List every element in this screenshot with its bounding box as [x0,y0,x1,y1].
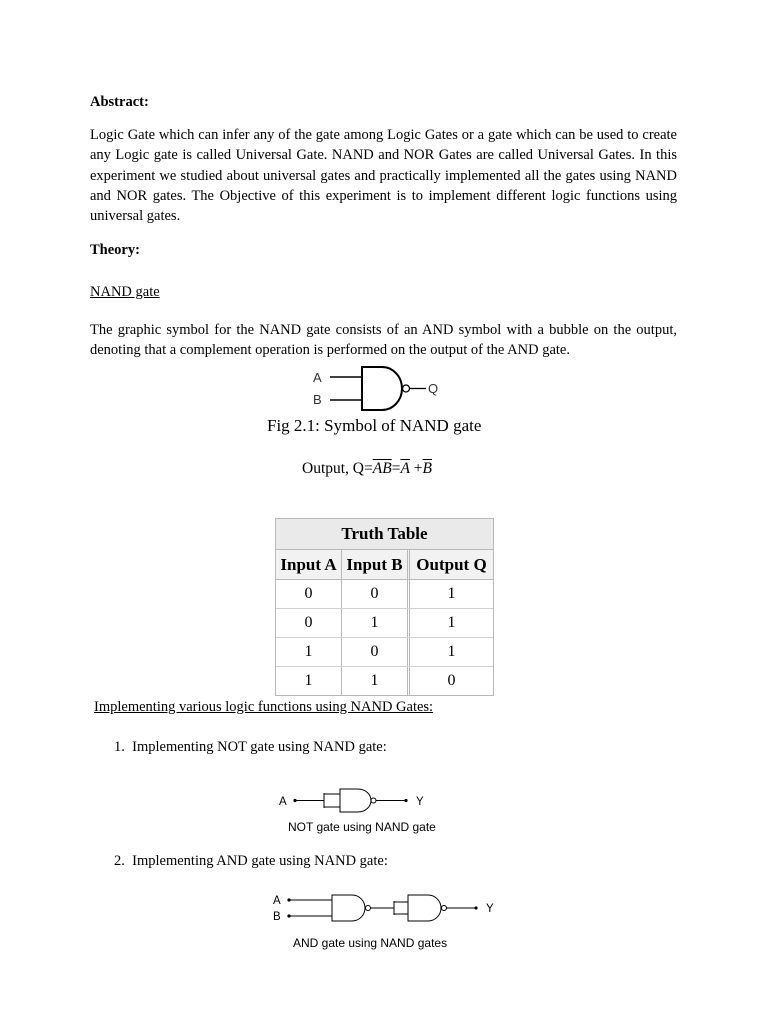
table-cell: 1 [342,609,410,637]
list-item-text: Implementing NOT gate using NAND gate: [132,739,387,755]
output-formula [302,460,432,478]
and-input-b-label: B [273,911,281,923]
theory-heading: Theory: [90,242,140,258]
nand-gate-symbol [310,364,450,414]
truth-table [275,518,494,696]
table-cell: 0 [447,672,456,689]
truth-table-header-row [276,550,493,580]
not-input-a-label: A [279,796,287,808]
table-cell: 1 [276,638,342,666]
formula-term-ab: $\overline{AB}$ [372,460,392,477]
and-output-y-label: Y [486,903,494,915]
not-gate-diagram [276,786,446,838]
formula-plus: + [409,460,423,477]
table-row [276,666,493,695]
truth-table-title: Truth Table [276,519,493,550]
nand-gate-subheading: NAND gate [90,284,160,300]
theory-paragraph: The graphic symbol for the NAND gate consists of an AND symbol with a bubble on the output, denoting that a complement operation is performed on the output of the AND gate. [90,322,677,359]
nand-symbol-figure [310,364,450,414]
formula-term-b: $\overline{B}$ [422,460,432,477]
column-header-input-a: Input A [276,550,342,579]
and-gate-figure [270,890,500,954]
nand-output-q-label: Q [428,381,439,396]
not-output-y-label: Y [416,796,424,808]
table-row [276,608,493,637]
abstract-paragraph: Logic Gate which can infer any of the gate among Logic Gates or a gate which can be used to create any Logic gate is called Universal Gate. NAND and NOR Gates are called Universal Gates. In this experiment we studied about universal gates and practically implemented all the gates using NAND and NOR gates. The Objective of this experiment is to implement different logic functions using universal gates. [90,127,677,225]
not-gate-caption: NOT gate using NAND gate [288,820,436,834]
nand-input-b-label: B [313,392,322,407]
column-header-input-b: Input B [342,550,410,579]
table-cell: 1 [447,585,456,602]
list-item-number: 2. [114,853,125,869]
table-row [276,580,493,608]
table-cell: 0 [276,609,342,637]
not-gate-figure [276,786,446,838]
table-cell: 1 [447,614,456,631]
list-item [114,853,388,870]
list-item-text: Implementing AND gate using NAND gate: [132,853,388,869]
table-row [276,637,493,666]
table-cell: 1 [447,643,456,660]
table-cell: 0 [276,580,342,608]
implementing-heading: Implementing various logic functions using NAND Gates: [94,699,434,715]
column-header-output-q: Output Q [416,555,487,574]
formula-prefix: Output, Q= [302,460,373,477]
nand-input-a-label: A [313,370,322,385]
and-gate-caption: AND gate using NAND gates [293,936,448,950]
formula-term-a: $\overline{A}$ [400,460,410,477]
abstract-heading: Abstract: [90,94,149,110]
and-input-a-label: A [273,895,281,907]
list-item-number: 1. [114,739,125,755]
table-cell: 1 [342,667,410,695]
table-cell: 0 [342,638,410,666]
figure-caption: Fig 2.1: Symbol of NAND gate [267,416,482,435]
and-gate-diagram [270,890,500,954]
formula-eq: = [391,460,401,477]
list-item [114,739,387,756]
table-cell: 1 [276,667,342,695]
table-cell: 0 [342,580,410,608]
